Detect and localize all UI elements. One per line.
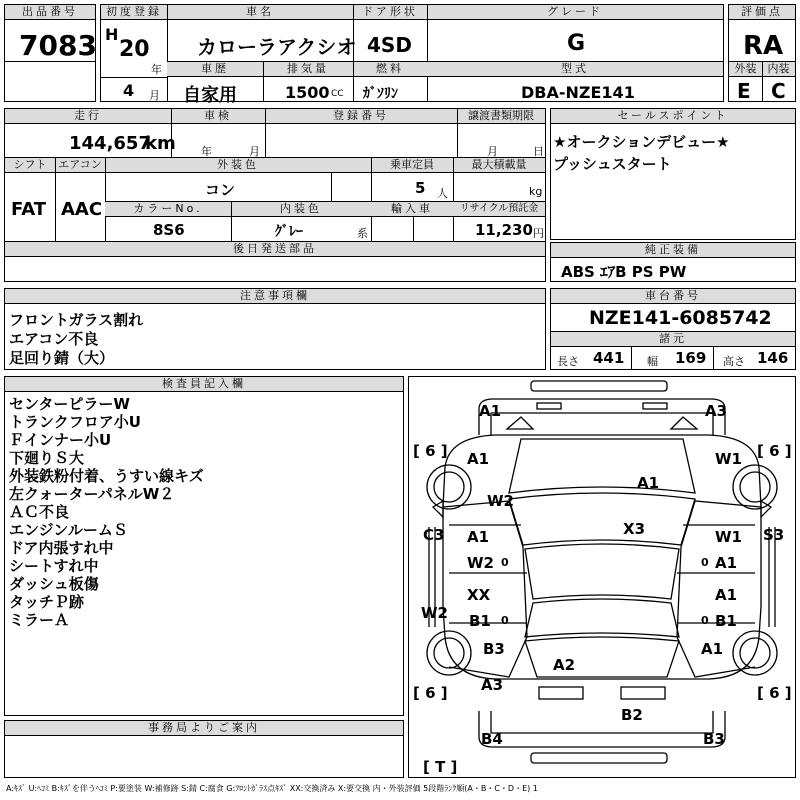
model-label: 型式 <box>427 62 723 77</box>
inspector-box <box>4 376 404 716</box>
lot-number-label: 出品番号 <box>5 5 95 20</box>
mark-rf-door-o: 0 <box>701 556 709 569</box>
mark-l-sill: C3 <box>423 526 445 544</box>
grade-label: グレード <box>427 5 723 20</box>
office-box <box>4 720 404 778</box>
mileage-label: 走行 <box>5 109 171 124</box>
capacity-value: 5 <box>415 179 426 197</box>
int-color-label: 内装色 <box>231 202 371 217</box>
score-box <box>728 4 796 102</box>
cc-unit: CC <box>331 89 344 99</box>
displacement-label: 排気量 <box>263 62 353 77</box>
mark-lf-fender: A1 <box>467 450 490 468</box>
reg-year: 20 <box>119 37 150 62</box>
door-type: 4SD <box>367 33 412 57</box>
inspector-item: ダッシュ板傷 <box>9 575 99 593</box>
mark-lf-door-o: 0 <box>501 556 509 569</box>
mark-lr-door-o: 0 <box>501 614 509 627</box>
score-value: RA <box>743 31 784 61</box>
mark-roof: X3 <box>623 520 646 538</box>
inspector-list <box>9 395 204 629</box>
inspector-item: Ｆインナー小U <box>9 431 112 449</box>
car-name: カローラアクシオ <box>197 35 357 59</box>
door-label: ドア形状 <box>353 5 427 20</box>
tire-lr-label: [ 6 ] <box>413 684 448 702</box>
transfer-month-unit: 月 <box>487 145 498 158</box>
spare-tire-label: [ T ] <box>423 758 458 776</box>
inspector-label: 検査員記入欄 <box>5 377 403 392</box>
height-label: 高さ <box>723 355 745 368</box>
chassis-label: 車台番号 <box>551 289 795 304</box>
capacity-unit: 人 <box>437 187 448 200</box>
later-parts-label: 後日発送部品 <box>5 242 545 257</box>
notes-label: 注意事項欄 <box>5 289 545 304</box>
color-no-label: カラーNo. <box>105 202 231 217</box>
sales-point-1: ★オークションデビュー★ <box>553 133 730 151</box>
inspector-item: 下廻りＳ大 <box>9 449 85 467</box>
height-value: 146 <box>757 349 789 367</box>
width-label: 幅 <box>647 355 658 368</box>
ac-value: AAC <box>61 199 103 220</box>
recycle-value: 11,230 <box>475 221 533 239</box>
int-color-value: ｸﾞﾚｰ <box>275 224 303 240</box>
first-reg-label: 初度登録 <box>101 5 167 20</box>
exterior-value: E <box>737 79 751 103</box>
car-diagram <box>408 376 796 778</box>
mark-rr-door-o: 0 <box>701 614 709 627</box>
grade: G <box>567 31 586 56</box>
inspection-year-unit: 年 <box>201 145 212 158</box>
equipment-label: 純正装備 <box>551 243 795 258</box>
mark-rr-bumper: B3 <box>703 730 725 748</box>
year-unit: 年 <box>151 63 162 76</box>
inspector-item: ミラーＡ <box>9 611 70 629</box>
interior-label: 内装 <box>762 62 795 77</box>
shift-label: シフト <box>5 158 55 173</box>
equipment-box <box>550 242 796 282</box>
car-name-label: 車名 <box>167 5 353 20</box>
mileage-value: 144,657 <box>69 133 151 154</box>
length-label: 長さ <box>557 355 579 368</box>
inspector-item: 外装鉄粉付着、うすい線キズ <box>9 467 204 485</box>
color-no-value: 8S6 <box>153 221 185 239</box>
mark-l-pillar: W2 <box>421 604 448 622</box>
chassis-value: NZE141-6085742 <box>589 307 772 329</box>
note-2: エアコン不良 <box>9 330 99 348</box>
fuel-value: ｶﾞｿﾘﾝ <box>363 86 398 102</box>
max-load-unit: kg <box>529 185 543 198</box>
score-label: 評価点 <box>729 5 795 20</box>
mark-rr-door-b: B1 <box>715 612 737 630</box>
inspector-item: ドア内張すれ中 <box>9 539 114 557</box>
inspection-month-unit: 月 <box>249 145 260 158</box>
inspector-item: タッチＰ跡 <box>9 593 85 611</box>
mark-r-sill: S3 <box>763 526 785 544</box>
mark-trunk: A2 <box>553 656 576 674</box>
inspector-item: 左クォーターパネルW２ <box>9 485 175 503</box>
inspector-item: エンジンルームＳ <box>9 521 128 539</box>
note-1: フロントガラス割れ <box>9 311 144 329</box>
mark-fl-bumper: A1 <box>479 402 502 420</box>
interior-value: C <box>771 79 786 103</box>
mark-lr-quarter: B3 <box>483 640 505 658</box>
reg-month: 4 <box>123 81 135 100</box>
int-color-unit: 系 <box>357 227 368 240</box>
tire-lf-label: [ 6 ] <box>413 442 448 460</box>
sales-points-box <box>550 108 796 240</box>
mark-rr-quarter: A1 <box>701 640 724 658</box>
transfer-label: 譲渡書類期限 <box>457 109 545 124</box>
chassis-box <box>550 288 796 370</box>
later-parts-box <box>4 242 546 282</box>
note-3: 足回り錆（大） <box>9 349 115 367</box>
displacement-value: 1500 <box>285 83 330 102</box>
inspector-item: トランクフロア小U <box>9 413 141 431</box>
mark-lr-bumper: B4 <box>481 730 503 748</box>
mark-lf-door-a: A1 <box>467 528 490 546</box>
mark-lr-door-b: B1 <box>469 612 491 630</box>
model-value: DBA-NZE141 <box>521 83 635 102</box>
history-label: 車歴 <box>167 62 263 77</box>
tire-rf-label: [ 6 ] <box>757 442 792 460</box>
legend: A:ｷｽﾞ U:ﾍｺﾐ B:ｷｽﾞを伴うﾍｺﾐ P:要塗装 W:補修跡 S:錆 C:腐食 G:ﾌﾛﾝﾄｶﾞﾗｽ点ｷｽﾞ XX:交換済み X:要交換 内・外装評価 5段階ﾗﾝｸ順(A・B・C・D・E) 1 <box>6 784 538 793</box>
mark-lf-wheel: W2 <box>487 492 514 510</box>
inspector-item: シートすれ中 <box>9 557 99 575</box>
lot-number-value: 7083 <box>19 29 97 62</box>
office-label: 事務局よりご案内 <box>5 721 403 736</box>
recycle-label: リサイクル預託金 <box>453 202 545 217</box>
mark-fr-bumper: A3 <box>705 402 728 420</box>
car-outline <box>409 377 795 777</box>
notes-box <box>4 288 546 370</box>
inspection-label: 車検 <box>171 109 265 124</box>
import-label: 輸入車 <box>371 202 453 217</box>
recycle-unit: 円 <box>533 227 544 240</box>
lot-number-box <box>4 4 96 102</box>
mark-lf-door-w: W2 <box>467 554 494 572</box>
width-value: 169 <box>675 349 707 367</box>
era: H <box>105 25 119 44</box>
mark-rf-door-w: W1 <box>715 528 742 546</box>
ext-color-label: 外装色 <box>105 158 371 173</box>
details-box <box>4 108 546 242</box>
sales-points-label: セールスポイント <box>551 109 795 124</box>
max-load-label: 最大積載量 <box>453 158 545 173</box>
length-value: 441 <box>593 349 625 367</box>
transfer-day-unit: 日 <box>533 145 544 158</box>
ext-color-value: コン <box>205 181 236 199</box>
specs-label: 諸元 <box>551 332 795 347</box>
reg-no-label: 登録番号 <box>265 109 457 124</box>
mark-bonnet: A1 <box>637 474 660 492</box>
mark-rf-fender: W1 <box>715 450 742 468</box>
mark-rr-door-a: A1 <box>715 586 738 604</box>
sales-point-2: プッシュスタート <box>553 155 672 173</box>
exterior-label: 外装 <box>729 62 762 77</box>
km-unit: km <box>145 133 176 154</box>
mark-lr-corner: A3 <box>481 676 504 694</box>
fuel-label: 燃料 <box>353 62 427 77</box>
mark-lr-door-x: XX <box>467 586 491 604</box>
capacity-label: 乗車定員 <box>371 158 453 173</box>
tire-rr-label: [ 6 ] <box>757 684 792 702</box>
vehicle-info-box <box>100 4 724 106</box>
ac-label: エアコン <box>55 158 105 173</box>
inspector-item: ＡＣ不良 <box>9 503 70 521</box>
month-unit: 月 <box>149 89 160 102</box>
mark-rear-panel: B2 <box>621 706 643 724</box>
inspector-item: センターピラーW <box>9 395 130 413</box>
shift-value: FAT <box>11 199 47 220</box>
mark-rf-door-a: A1 <box>715 554 738 572</box>
equipment-value: ABS ｴｱB PS PW <box>561 263 687 281</box>
history-value: 自家用 <box>183 85 237 106</box>
